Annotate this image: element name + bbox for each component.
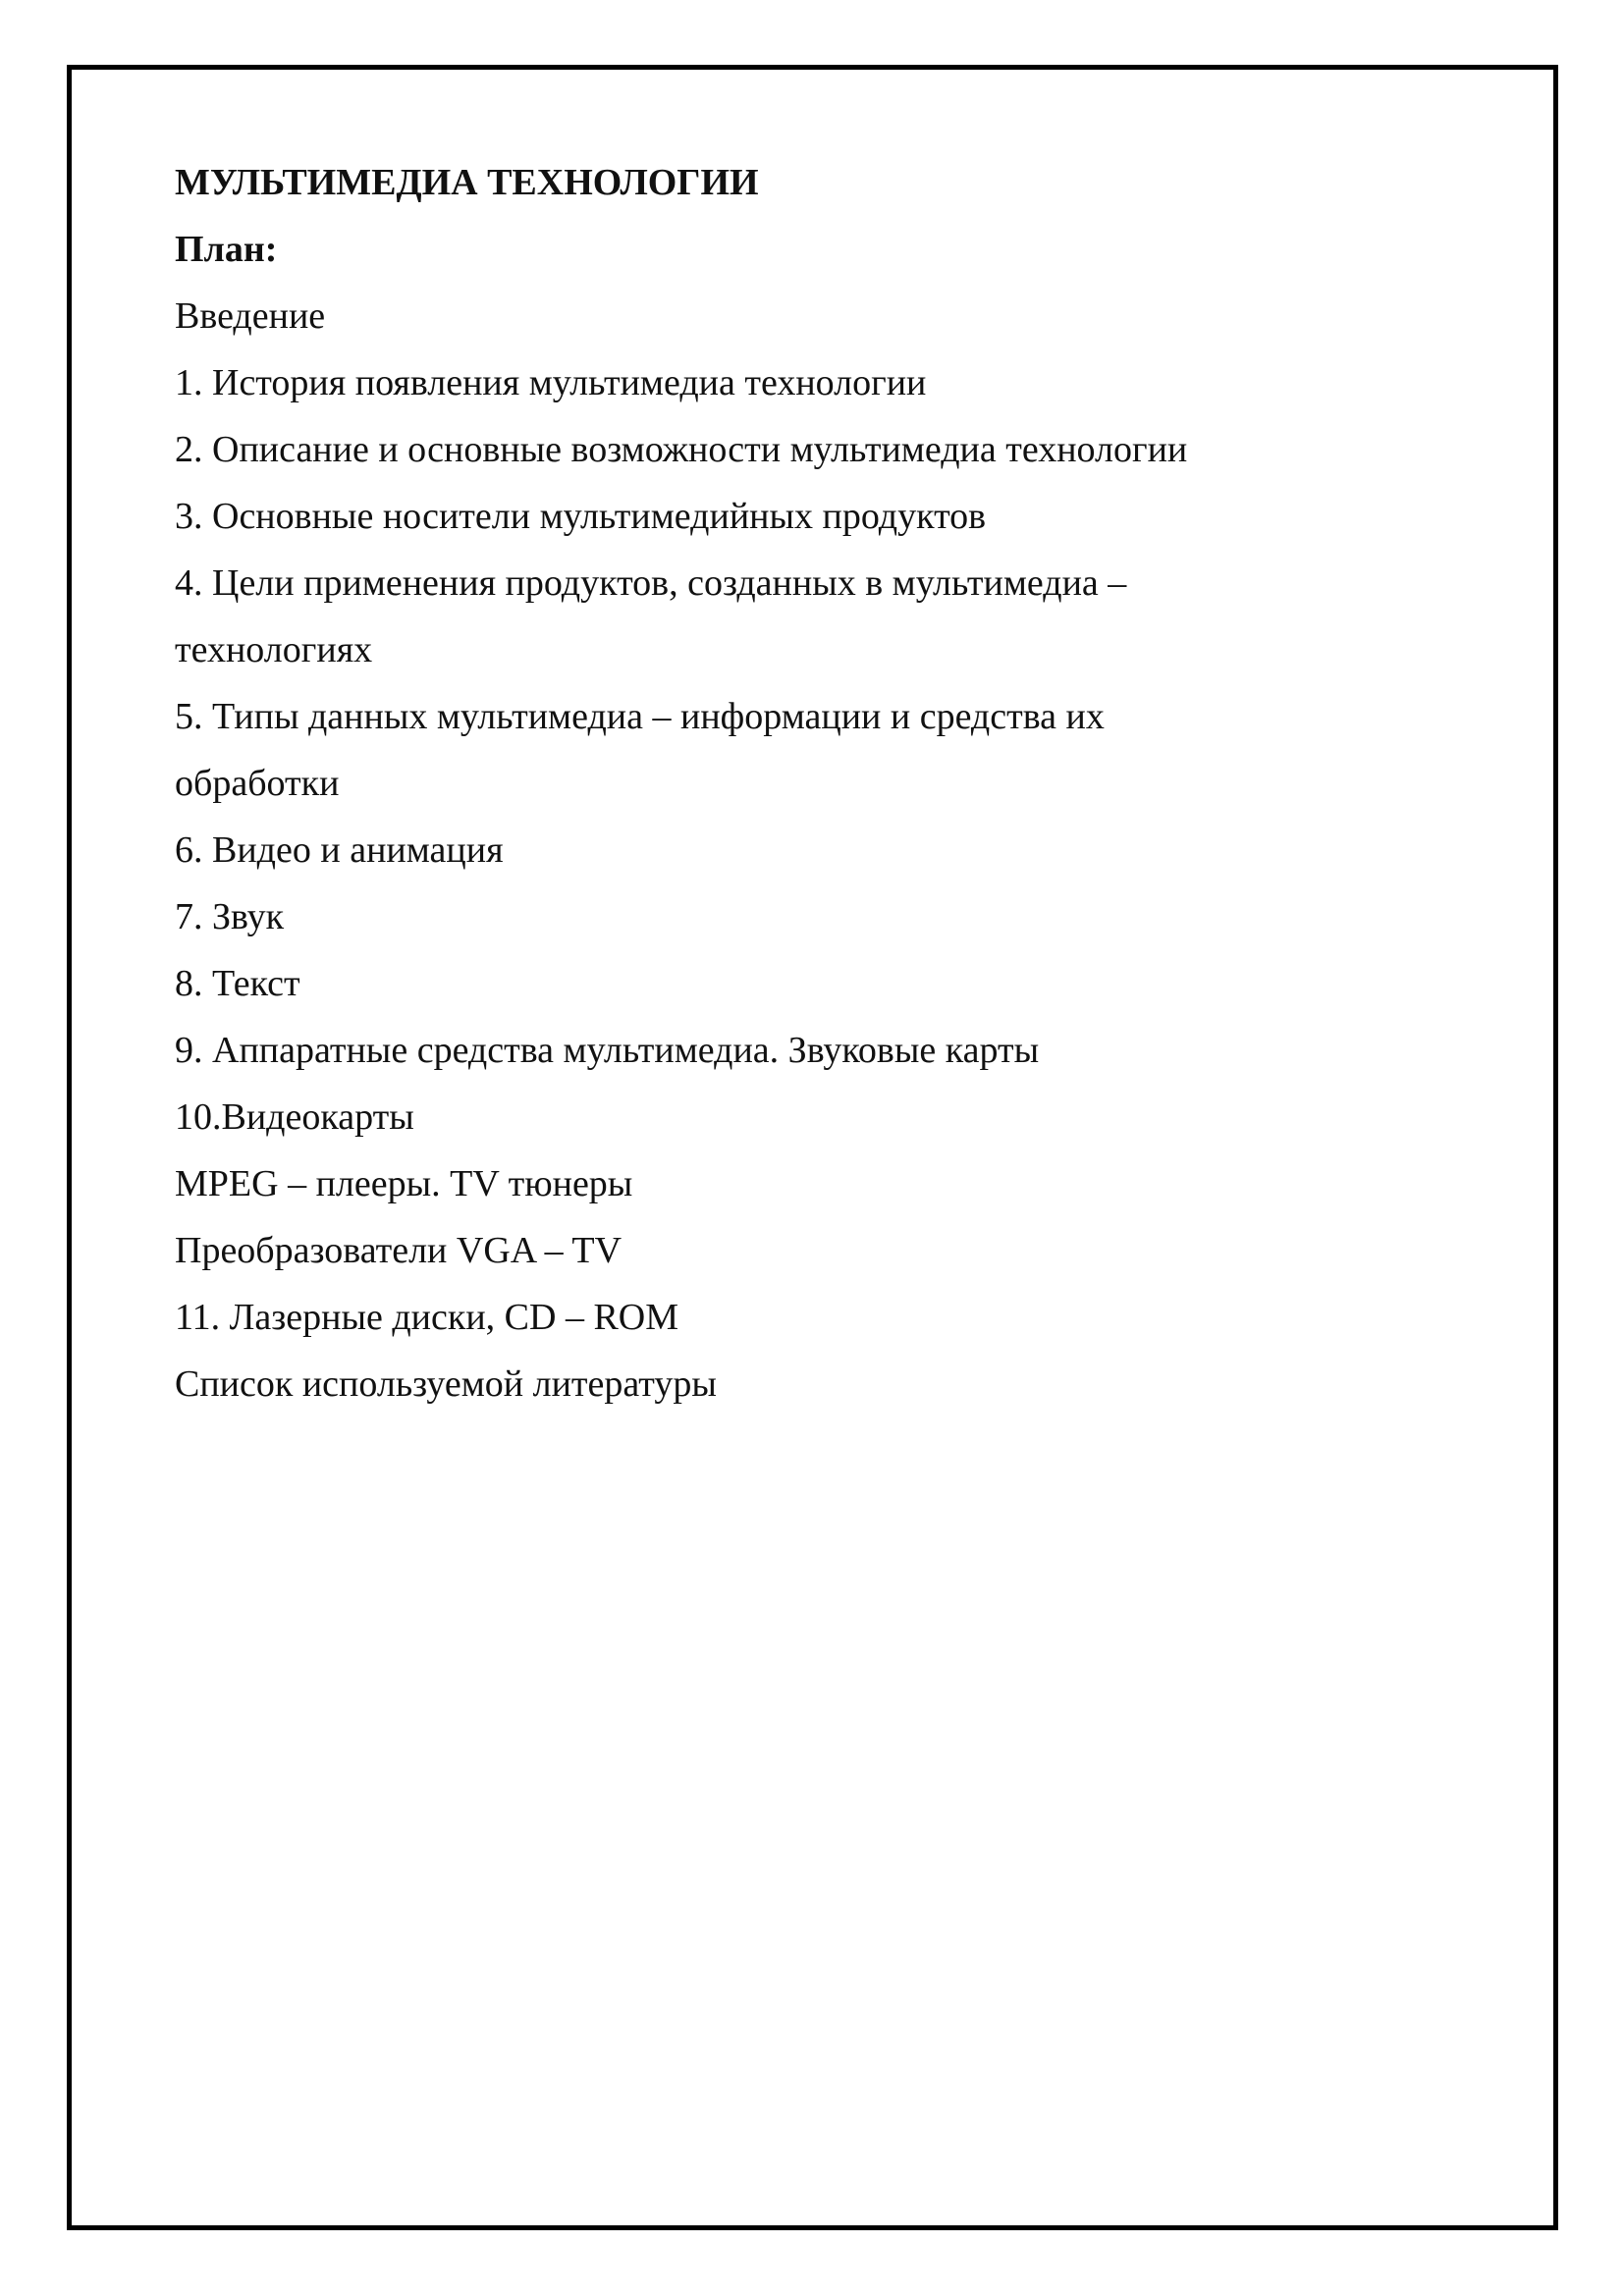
toc-item-7: 7. Звук (175, 896, 285, 937)
toc-item-references: Список используемой литературы (175, 1363, 717, 1405)
toc-item-8: 8. Текст (175, 963, 300, 1004)
table-of-contents (175, 283, 1432, 1417)
toc-item-4-continued: технологиях (175, 629, 373, 670)
toc-item-introduction: Введение (175, 295, 326, 337)
toc-item-6: 6. Видео и анимация (175, 829, 504, 871)
toc-item-11: 11. Лазерные диски, CD – ROM (175, 1297, 679, 1338)
toc-item-3: 3. Основные носители мультимедийных продуктов (175, 496, 987, 537)
toc-item-10-vga: Преобразователи VGA – TV (175, 1230, 623, 1271)
toc-item-10: 10.Видеокарты (175, 1096, 414, 1138)
toc-item-1: 1. История появления мультимедиа технологии (175, 362, 927, 403)
plan-heading: План: (175, 229, 278, 270)
document-title: МУЛЬТИМЕДИА ТЕХНОЛОГИИ (175, 162, 759, 203)
toc-item-10-mpeg: MPEG – плееры. TV тюнеры (175, 1163, 633, 1204)
toc-item-5-continued: обработки (175, 763, 340, 804)
toc-item-4: 4. Цели применения продуктов, созданных в мультимедиа – (175, 562, 1127, 604)
toc-item-5: 5. Типы данных мультимедиа – информации и средства их (175, 696, 1105, 737)
toc-item-9: 9. Аппаратные средства мультимедиа. Звуковые карты (175, 1030, 1040, 1071)
document-body (175, 149, 1432, 1417)
toc-item-2: 2. Описание и основные возможности мультимедиа технологии (175, 429, 1188, 470)
